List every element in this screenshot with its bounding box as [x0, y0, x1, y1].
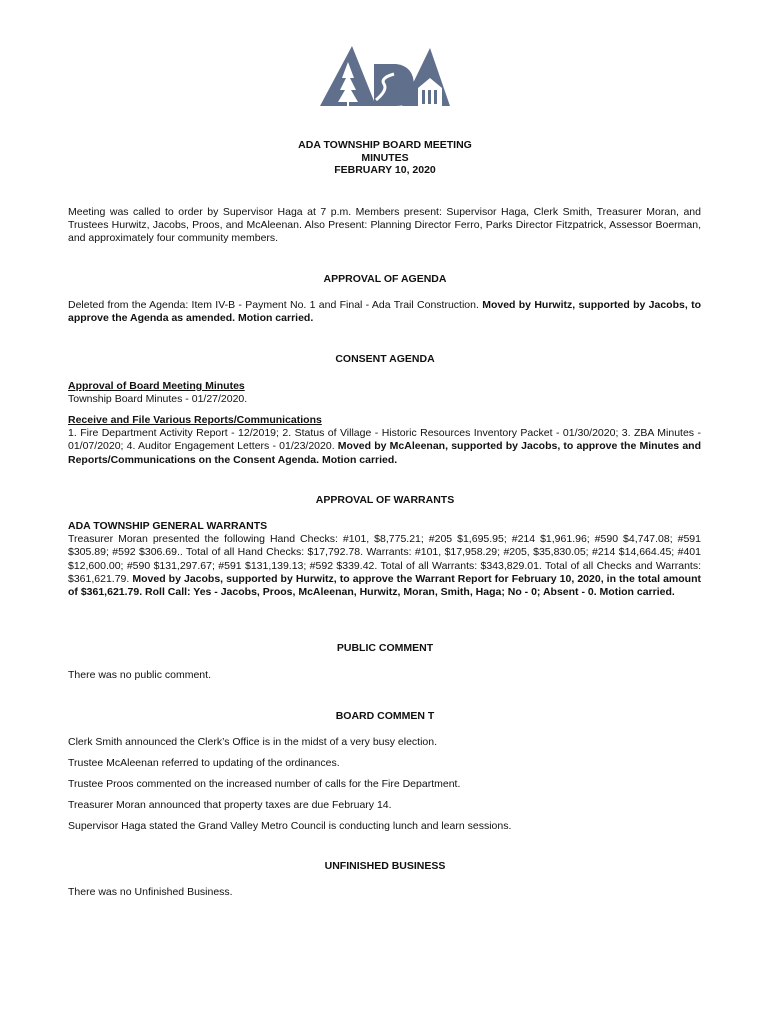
- warrants-block: [68, 520, 701, 599]
- heading-title: ADA TOWNSHIP BOARD MEETING: [298, 139, 472, 151]
- document-heading: [0, 139, 770, 177]
- consent-subheading-reports: Receive and File Various Reports/Communications: [68, 414, 322, 426]
- warrants-title: APPROVAL OF WARRANTS: [315, 494, 455, 506]
- board-comment-item: Trustee McAleenan referred to updating of the ordinances.: [68, 757, 340, 769]
- consent-minutes-text: Township Board Minutes - 01/27/2020.: [68, 393, 248, 406]
- approval-agenda-text: Deleted from the Agenda: Item IV-B - Payment No. 1 and Final - Ada Trail Construction.: [68, 299, 483, 311]
- consent-reports-text: 1. Fire Department Activity Report - 12/2019; 2. Status of Village - Historic Resources Inventory Packet - 01/30/2020; 3. ZBA Minutes - 01/07/2020; 4. Auditor Engagement Letters - 01/23/2020.: [68, 427, 701, 453]
- warrants-subheading: ADA TOWNSHIP GENERAL WARRANTS: [68, 520, 268, 532]
- consent-subheading-minutes: Approval of Board Meeting Minutes: [68, 380, 245, 392]
- approval-agenda-title: APPROVAL OF AGENDA: [323, 273, 447, 285]
- heading-date: FEBRUARY 10, 2020: [334, 164, 436, 176]
- consent-reports-motion: Moved by McAleenan, supported by Jacobs, to approve the Minutes and Reports/Communications on the Consent Agenda. Motion carried.: [68, 440, 701, 466]
- public-comment-title: PUBLIC COMMENT: [336, 642, 434, 654]
- board-comment-title: BOARD COMMEN T: [335, 710, 435, 722]
- unfinished-business-title: UNFINISHED BUSINESS: [324, 860, 446, 872]
- unfinished-business-text: There was no Unfinished Business.: [68, 886, 233, 898]
- approval-agenda-paragraph: [68, 299, 701, 325]
- public-comment-text: There was no public comment.: [68, 669, 211, 681]
- consent-reports-block: [68, 414, 701, 467]
- board-comment-item: Trustee Proos commented on the increased number of calls for the Fire Department.: [68, 778, 461, 790]
- warrants-motion: Moved by Jacobs, supported by Hurwitz, to approve the Warrant Report for February 10, 2020, in the total amount of $361,621.79. Roll Call: Yes - Jacobs, Proos, McAleenan, Hurwitz, Moran, Smith, Haga; No - 0; Absent - 0. Motion carried.: [68, 572, 701, 599]
- warrants-text: Treasurer Moran presented the following Hand Checks: #101, $8,775.21; #205 $1,695.95; #214 $1,961.96; #590 $4,747.08; #591 $305.89; #592 $306.69.. Total of all Hand Checks: $17,792.78. Warrants: #101, $17,958.29; #205, $35,830.05; #214 $14,664.45; #401 $12,600.00; #590 $131,297.67; #591 $131,139.13; #592 $339.42. Total of all Warrants: $343,829.01. Total of all Checks and Warrants: $361,621.79.: [68, 533, 701, 585]
- warrants-paragraph: [68, 533, 701, 599]
- board-comment-item: Clerk Smith announced the Clerk’s Office is in the midst of a very busy election.: [68, 736, 438, 748]
- ada-township-logo: [318, 44, 452, 108]
- consent-minutes-block: [68, 380, 701, 406]
- consent-reports-paragraph: [68, 427, 701, 467]
- consent-agenda-title: CONSENT AGENDA: [335, 353, 435, 365]
- intro-paragraph: Meeting was called to order by Supervisor Haga at 7 p.m. Members present: Supervisor Haga, Clerk Smith, Treasurer Moran, and Trustees Hurwitz, Jacobs, Proos, and McAleenan. Also Present: Planning Director Ferro, Parks Director Fitzpatrick, Assessor Boerman, and approximately four community members.: [68, 206, 701, 245]
- approval-agenda-motion: Moved by Hurwitz, supported by Jacobs, to approve the Agenda as amended. Motion carried.: [68, 299, 701, 325]
- heading-minutes: MINUTES: [361, 151, 409, 164]
- board-comment-item: Treasurer Moran announced that property taxes are due February 14.: [68, 799, 392, 811]
- board-comment-item: Supervisor Haga stated the Grand Valley Metro Council is conducting lunch and learn sessions.: [68, 820, 512, 832]
